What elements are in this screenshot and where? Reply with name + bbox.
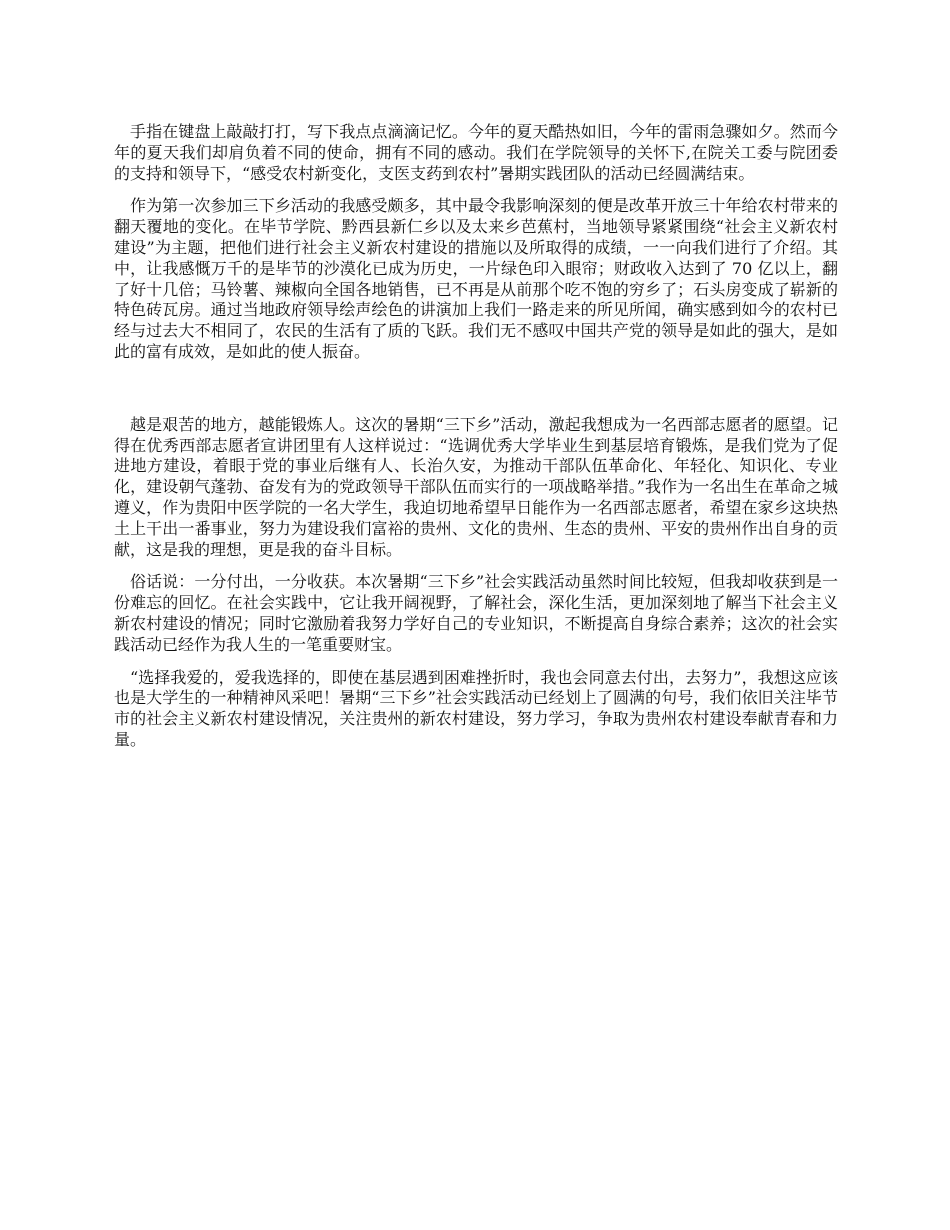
document-body bbox=[114, 122, 838, 751]
paragraph-1: 手指在键盘上敲敲打打，写下我点点滴滴记忆。今年的夏天酷热如旧，今年的雷雨急骤如夕。然而今年的夏天我们却肩负着不同的使命，拥有不同的感动。我们在学院领导的关怀下,在院关工委与院团委的支持和领导下，“感受农村新变化，支医支药到农村”暑期实践团队的活动已经圆满结束。 bbox=[114, 122, 838, 183]
paragraph-3: 越是艰苦的地方，越能锻炼人。这次的暑期“三下乡”活动，激起我想成为一名西部志愿者的愿望。记得在优秀西部志愿者宣讲团里有人这样说过：“选调优秀大学毕业生到基层培育锻炼，是我们党为了促进地方建设，着眼于党的事业后继有人、长治久安，为推动干部队伍革命化、年轻化、知识化、专业化，建设朝气蓬勃、奋发有为的党政领导干部队伍而实行的一项战略举措。”我作为一名出生在革命之城遵义，作为贵阳中医学院的一名大学生，我迫切地希望早日能作为一名西部志愿者，希望在家乡这块热土上干出一番事业，努力为建设我们富裕的贵州、文化的贵州、生态的贵州、平安的贵州作出自身的贡献，这是我的理想，更是我的奋斗目标。 bbox=[114, 414, 838, 559]
paragraph-5: “选择我爱的，爱我选择的，即使在基层遇到困难挫折时，我也会同意去付出，去努力”，我想这应该也是大学生的一种精神风采吧！暑期“三下乡”社会实践活动已经划上了圆满的句号，我们依旧关注毕节市的社会主义新农村建设情况，关注贵州的新农村建设，努力学习，争取为贵州农村建设奉献青春和力量。 bbox=[114, 667, 838, 749]
paragraph-2: 作为第一次参加三下乡活动的我感受颇多，其中最令我影响深刻的便是改革开放三十年给农村带来的翻天覆地的变化。在毕节学院、黔西县新仁乡以及太来乡芭蕉村，当地领导紧紧围绕“社会主义新农村建设”为主题，把他们进行社会主义新农村建设的措施以及所取得的成绩，一一向我们进行了介绍。其中，让我感慨万千的是毕节的沙漠化已成为历史，一片绿色印入眼帘；财政收入达到了 70 亿以上，翻了好十几倍；马铃薯、辣椒向全国各地销售，已不再是从前那个吃不饱的穷乡了；石头房变成了崭新的特色砖瓦房。通过当地政府领导绘声绘色的讲演加上我们一路走来的所见所闻，确实感到如今的农村已经与过去大不相同了，农民的生活有了质的飞跃。我们无不感叹中国共产党的领导是如此的强大，是如此的富有成效，是如此的使人振奋。 bbox=[114, 196, 838, 361]
paragraph-4: 俗话说：一分付出，一分收获。本次暑期“三下乡”社会实践活动虽然时间比较短，但我却收获到是一份难忘的回忆。在社会实践中，它让我开阔视野，了解社会，深化生活，更加深刻地了解当下社会主义新农村建设的情况；同时它激励着我努力学好自己的专业知识，不断提高自身综合素养；这次的社会实践活动已经作为我人生的一笔重要财宝。 bbox=[114, 572, 838, 654]
